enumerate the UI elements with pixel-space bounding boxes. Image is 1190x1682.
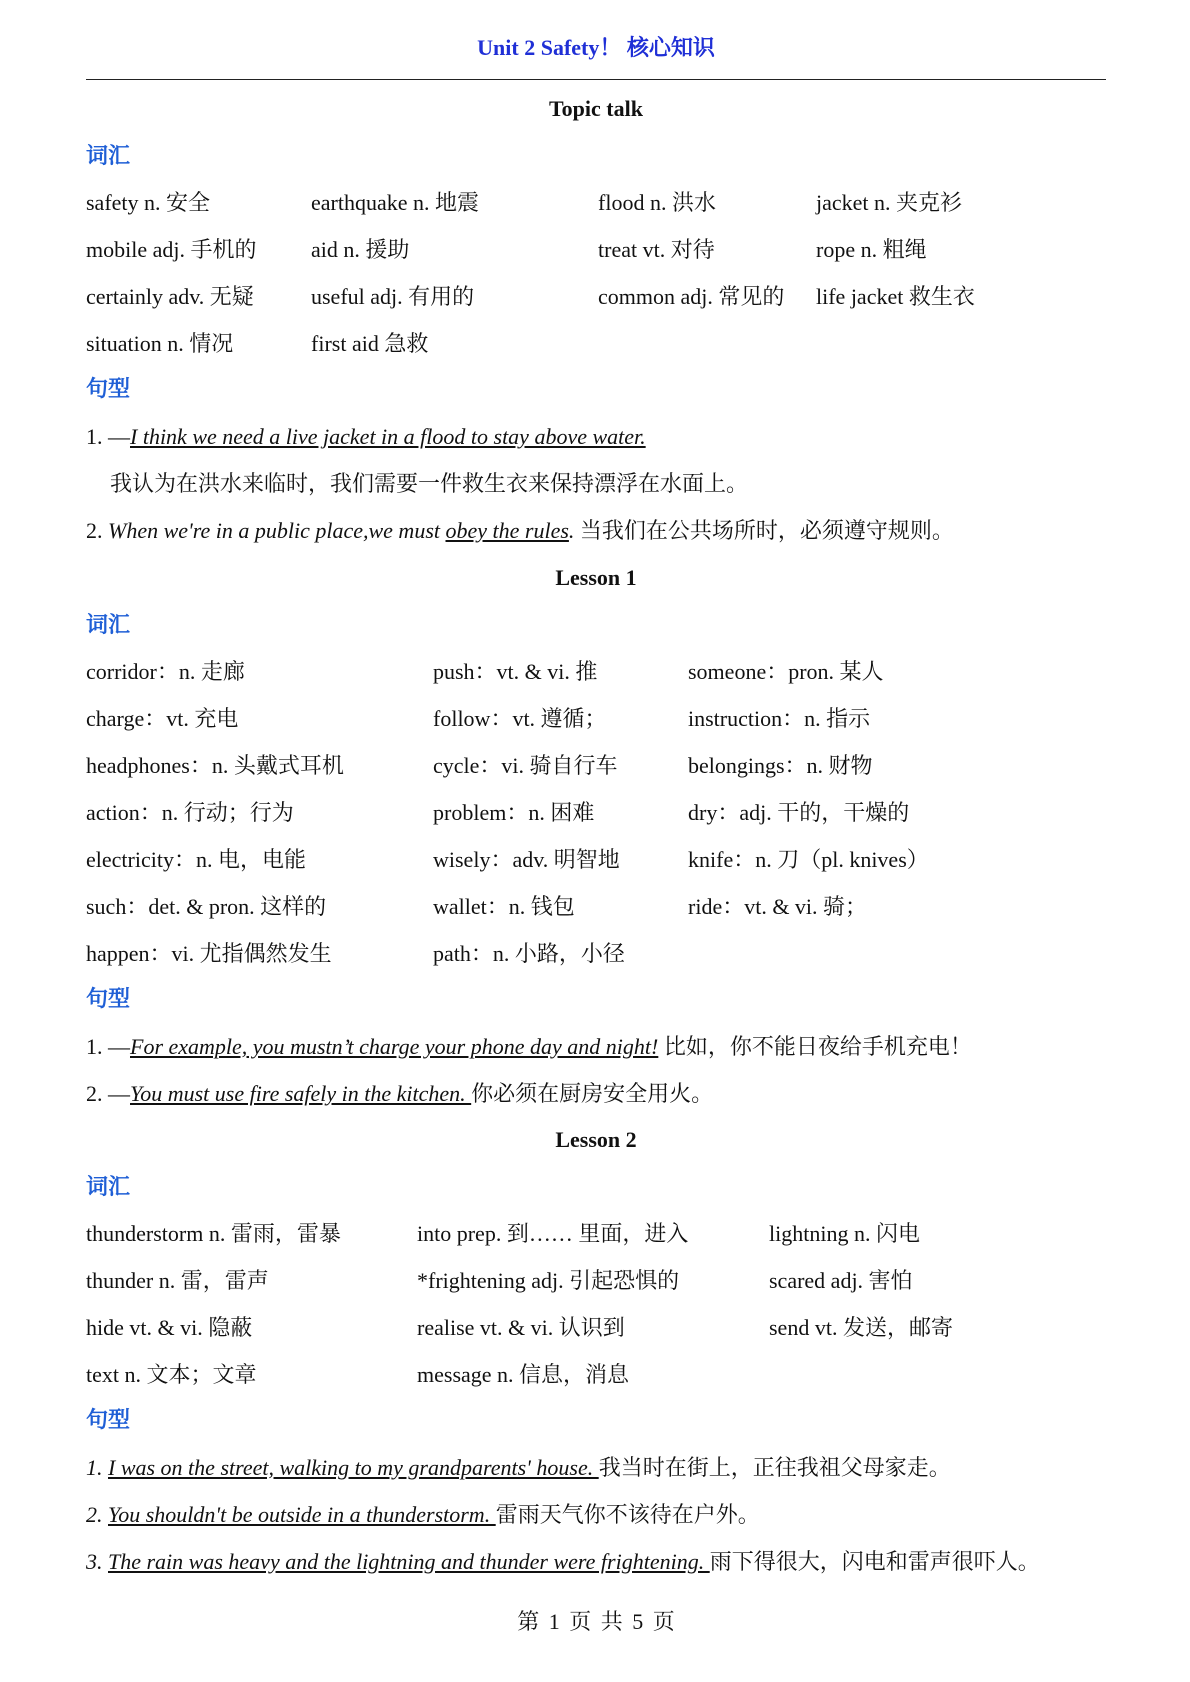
vocab-item: safety n. 安全 (86, 190, 211, 215)
vocab-item: dry：adj. 干的，干燥的 (688, 800, 910, 825)
sentence-3 (86, 1545, 1040, 1579)
sentence-number: 2. (86, 518, 108, 543)
vocab-item: lightning n. 闪电 (769, 1221, 920, 1246)
sentence-1-translation: 我认为在洪水来临时，我们需要一件救生衣来保持漂浮在水面上。 (110, 471, 749, 496)
vocab-label: 词汇 (86, 143, 131, 168)
vocab-row (86, 890, 1116, 924)
vocab-row (86, 796, 1116, 830)
sentence-1 (86, 1030, 972, 1064)
sentence-english-end: . (568, 518, 575, 543)
vocab-item: such：det. & pron. 这样的 (86, 894, 327, 919)
sentence-2 (86, 1077, 713, 1111)
vocab-row (86, 327, 1116, 361)
vocab-row (86, 233, 1116, 267)
vocab-item: headphones：n. 头戴式耳机 (86, 753, 344, 778)
sentence-english: I think we need a live jacket in a flood to stay above water. (130, 424, 646, 449)
sentence-chinese: 当我们在公共场所时，必须遵守规则。 (574, 518, 954, 543)
vocab-row (86, 1264, 1116, 1298)
vocab-label: 词汇 (86, 612, 131, 637)
vocab-item: certainly adv. 无疑 (86, 284, 254, 309)
sentence-number: 2. (86, 1502, 108, 1527)
section-title-topic-talk: Topic talk (549, 96, 643, 121)
sentence-chinese: 雨下得很大，闪电和雷声很吓人。 (709, 1549, 1040, 1574)
vocab-item: problem：n. 困难 (433, 800, 595, 825)
sentence-2 (86, 1498, 760, 1532)
vocab-item: someone：pron. 某人 (688, 659, 884, 684)
sentence-english: You must use fire safely in the kitchen. (130, 1081, 472, 1106)
vocab-item: thunder n. 雷，雷声 (86, 1268, 269, 1293)
vocab-item: corridor：n. 走廊 (86, 659, 245, 684)
page-number: 第 1 页 共 5 页 (517, 1609, 675, 1634)
vocab-item: realise vt. & vi. 认识到 (417, 1315, 625, 1340)
vocab-item: aid n. 援助 (311, 237, 410, 262)
sentence-chinese: 比如，你不能日夜给手机充电！ (658, 1034, 972, 1059)
sentence-1 (86, 420, 646, 454)
vocab-item: into prep. 到…… 里面，进入 (417, 1221, 689, 1246)
vocab-item: earthquake n. 地震 (311, 190, 479, 215)
vocab-item: *frightening adj. 引起恐惧的 (417, 1268, 680, 1293)
vocab-row (86, 1358, 1116, 1392)
vocab-row (86, 186, 1116, 220)
sentence-english: When we're in a public place,we must (108, 518, 446, 543)
header-divider (86, 79, 1106, 80)
vocab-item: ride：vt. & vi. 骑； (688, 894, 868, 919)
vocab-item: rope n. 粗绳 (816, 237, 927, 262)
vocab-label: 词汇 (86, 1174, 131, 1199)
vocab-item: wallet：n. 钱包 (433, 894, 575, 919)
sentence-number: 3. (86, 1549, 108, 1574)
vocab-item: message n. 信息，消息 (417, 1362, 630, 1387)
vocab-item: path：n. 小路，小径 (433, 941, 625, 966)
sentence-number: 1. (86, 1455, 108, 1480)
vocab-item: knife：n. 刀（pl. knives） (688, 847, 929, 872)
sentence-key-phrase: obey the rules (445, 518, 569, 543)
sentence-chinese: 我当时在街上，正往我祖父母家走。 (598, 1455, 951, 1480)
vocab-row (86, 843, 1116, 877)
sentence-english: For example, you mustn’t charge your phone day and night! (130, 1034, 659, 1059)
vocab-item: belongings：n. 财物 (688, 753, 873, 778)
vocab-item: thunderstorm n. 雷雨，雷暴 (86, 1221, 341, 1246)
vocab-item: action：n. 行动；行为 (86, 800, 294, 825)
vocab-item: wisely：adv. 明智地 (433, 847, 620, 872)
sentence-2 (86, 514, 954, 548)
vocab-row (86, 1217, 1116, 1251)
vocab-item: happen：vi. 尤指偶然发生 (86, 941, 332, 966)
sentence-chinese: 雷雨天气你不该待在户外。 (495, 1502, 760, 1527)
vocab-item: situation n. 情况 (86, 331, 234, 356)
vocab-row (86, 749, 1116, 783)
vocab-item: send vt. 发送，邮寄 (769, 1315, 953, 1340)
sentence-1 (86, 1451, 951, 1485)
vocab-item: flood n. 洪水 (598, 190, 716, 215)
vocab-item: push：vt. & vi. 推 (433, 659, 598, 684)
sentence-label: 句型 (86, 1407, 131, 1432)
vocab-item: cycle：vi. 骑自行车 (433, 753, 618, 778)
section-title-lesson-1: Lesson 1 (555, 565, 637, 590)
vocab-item: text n. 文本；文章 (86, 1362, 257, 1387)
vocab-item: first aid 急救 (311, 331, 429, 356)
sentence-label: 句型 (86, 986, 131, 1011)
vocab-row (86, 280, 1116, 314)
vocab-item: useful adj. 有用的 (311, 284, 475, 309)
page-title: Unit 2 Safety！ 核心知识 (477, 35, 715, 60)
sentence-english: I was on the street, walking to my grandparents' house. (108, 1455, 599, 1480)
vocab-item: charge：vt. 充电 (86, 706, 239, 731)
vocab-item: instruction：n. 指示 (688, 706, 871, 731)
vocab-row (86, 702, 1116, 736)
vocab-row (86, 937, 1116, 971)
vocab-row (86, 655, 1116, 689)
vocab-item: hide vt. & vi. 隐蔽 (86, 1315, 253, 1340)
vocab-row (86, 1311, 1116, 1345)
vocab-item: scared adj. 害怕 (769, 1268, 913, 1293)
sentence-english: You shouldn't be outside in a thunderstorm. (108, 1502, 496, 1527)
sentence-label: 句型 (86, 376, 131, 401)
vocab-item: life jacket 救生衣 (816, 284, 975, 309)
vocab-item: jacket n. 夹克衫 (816, 190, 963, 215)
sentence-chinese: 你必须在厨房安全用火。 (471, 1081, 714, 1106)
vocab-item: common adj. 常见的 (598, 284, 785, 309)
vocab-item: treat vt. 对待 (598, 237, 715, 262)
sentence-number: 1. — (86, 424, 130, 449)
sentence-number: 1. — (86, 1034, 130, 1059)
sentence-english: The rain was heavy and the lightning and thunder were frightening. (108, 1549, 710, 1574)
vocab-item: follow：vt. 遵循； (433, 706, 607, 731)
section-title-lesson-2: Lesson 2 (555, 1127, 637, 1152)
sentence-number: 2. — (86, 1081, 130, 1106)
vocab-item: mobile adj. 手机的 (86, 237, 257, 262)
vocab-item: electricity：n. 电，电能 (86, 847, 306, 872)
